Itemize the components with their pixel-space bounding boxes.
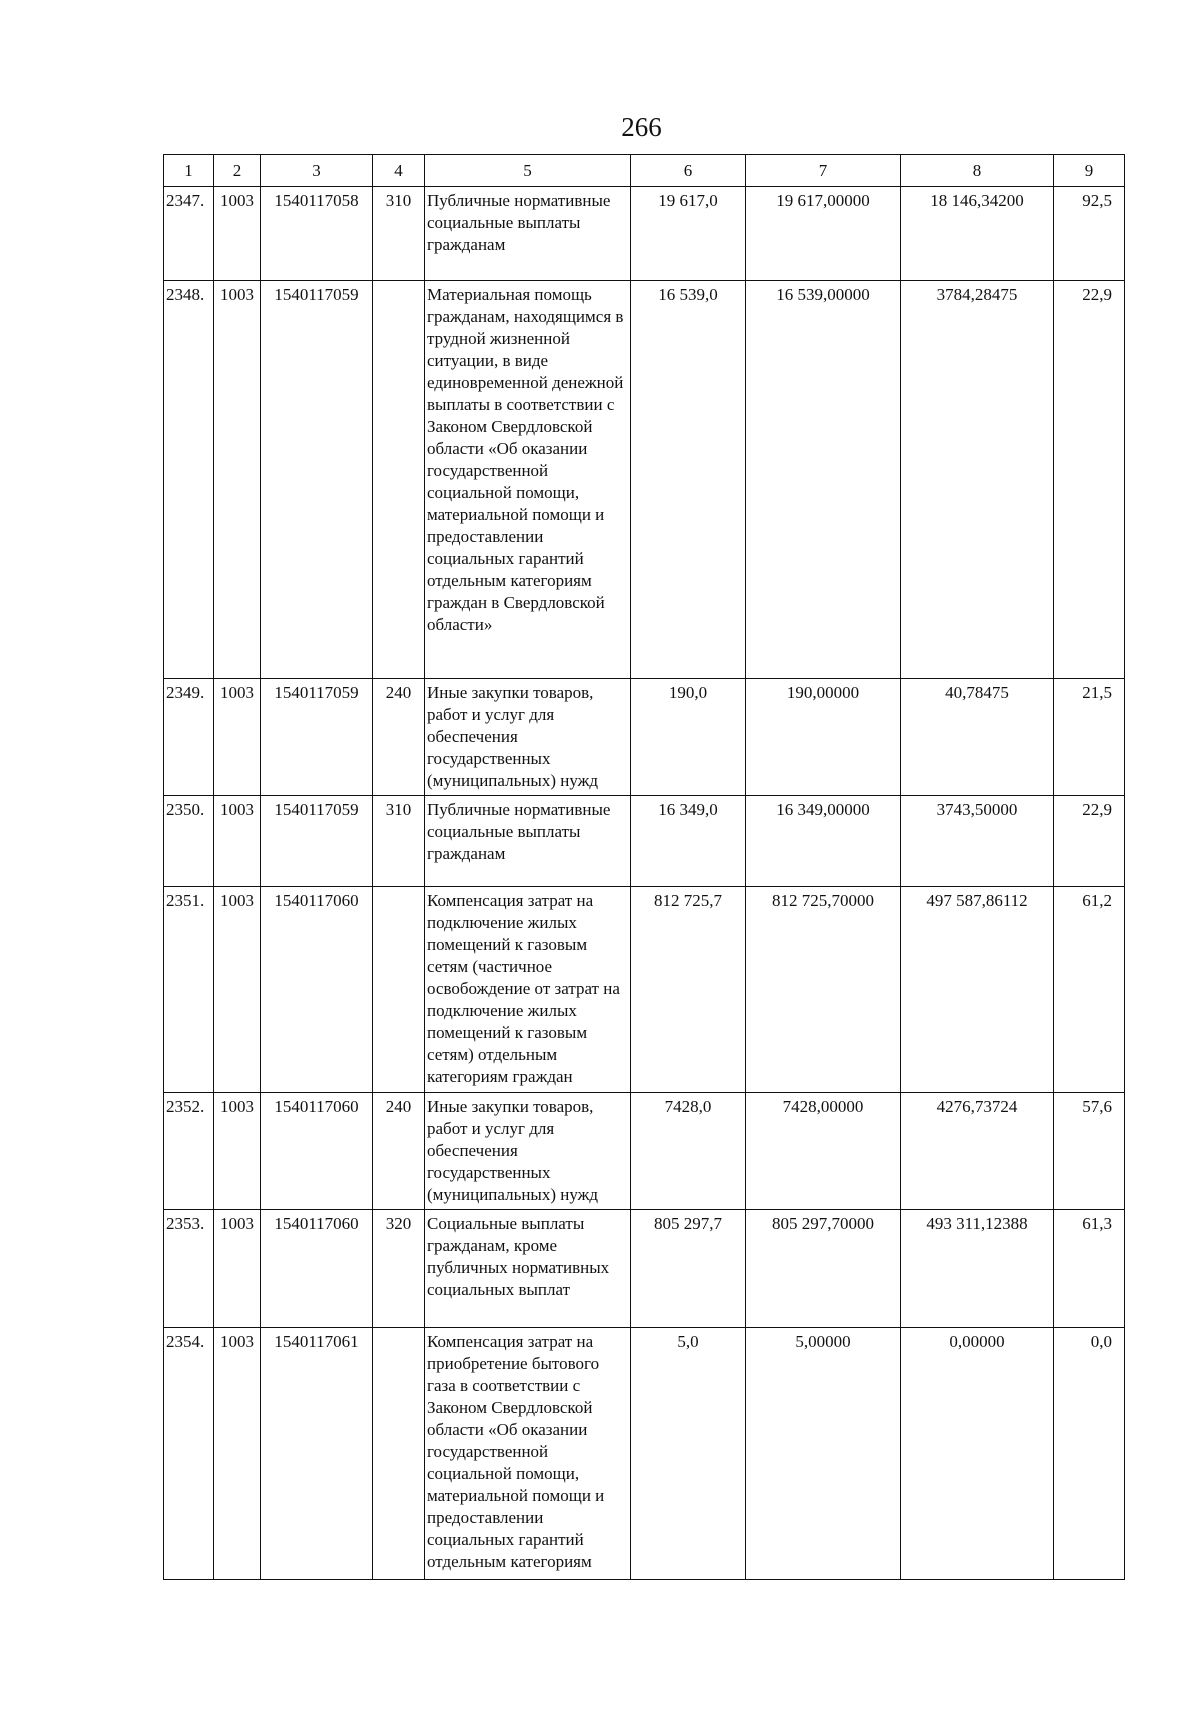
executed-amount: 0,00000 — [901, 1328, 1054, 1580]
target-code: 1540117060 — [261, 1210, 373, 1328]
execution-percent: 57,6 — [1054, 1093, 1125, 1210]
table-row — [164, 281, 1125, 679]
table-row — [164, 187, 1125, 281]
budget-table — [163, 154, 1125, 1580]
row-number: 2354. — [164, 1328, 214, 1580]
table-row — [164, 1328, 1125, 1580]
header-cell: 7 — [746, 155, 901, 187]
table-row — [164, 796, 1125, 887]
row-number: 2347. — [164, 187, 214, 281]
executed-amount: 4276,73724 — [901, 1093, 1054, 1210]
header-cell: 5 — [425, 155, 631, 187]
expense-type-code: 310 — [373, 796, 425, 887]
planned-amount: 805 297,7 — [631, 1210, 746, 1328]
planned-amount: 16 539,0 — [631, 281, 746, 679]
table-row — [164, 679, 1125, 796]
execution-percent: 61,3 — [1054, 1210, 1125, 1328]
item-name: Иные закупки товаров, работ и услуг для обеспечения государственных (муниципальных) нужд — [425, 679, 631, 796]
refined-amount: 805 297,70000 — [746, 1210, 901, 1328]
executed-amount: 493 311,12388 — [901, 1210, 1054, 1328]
row-number: 2353. — [164, 1210, 214, 1328]
row-number: 2352. — [164, 1093, 214, 1210]
expense-type-code: 320 — [373, 1210, 425, 1328]
execution-percent: 61,2 — [1054, 887, 1125, 1093]
refined-amount: 5,00000 — [746, 1328, 901, 1580]
refined-amount: 16 349,00000 — [746, 796, 901, 887]
planned-amount: 7428,0 — [631, 1093, 746, 1210]
target-code: 1540117061 — [261, 1328, 373, 1580]
item-name: Компенсация затрат на подключение жилых помещений к газовым сетям (частичное освобождение от затрат на подключение жилых помещений к газовым сетям) отдельным категориям граждан — [425, 887, 631, 1093]
row-number: 2349. — [164, 679, 214, 796]
header-cell: 9 — [1054, 155, 1125, 187]
planned-amount: 19 617,0 — [631, 187, 746, 281]
target-code: 1540117060 — [261, 887, 373, 1093]
executed-amount: 3743,50000 — [901, 796, 1054, 887]
table-row — [164, 1210, 1125, 1328]
expense-type-code — [373, 281, 425, 679]
section-code: 1003 — [214, 1093, 261, 1210]
execution-percent: 92,5 — [1054, 187, 1125, 281]
planned-amount: 5,0 — [631, 1328, 746, 1580]
execution-percent: 22,9 — [1054, 281, 1125, 679]
executed-amount: 3784,28475 — [901, 281, 1054, 679]
refined-amount: 7428,00000 — [746, 1093, 901, 1210]
expense-type-code: 240 — [373, 1093, 425, 1210]
execution-percent: 0,0 — [1054, 1328, 1125, 1580]
planned-amount: 16 349,0 — [631, 796, 746, 887]
planned-amount: 812 725,7 — [631, 887, 746, 1093]
row-number: 2348. — [164, 281, 214, 679]
header-cell: 4 — [373, 155, 425, 187]
target-code: 1540117059 — [261, 281, 373, 679]
expense-type-code: 310 — [373, 187, 425, 281]
table-row — [164, 1093, 1125, 1210]
header-cell: 6 — [631, 155, 746, 187]
target-code: 1540117058 — [261, 187, 373, 281]
section-code: 1003 — [214, 1210, 261, 1328]
section-code: 1003 — [214, 796, 261, 887]
target-code: 1540117059 — [261, 679, 373, 796]
table-row — [164, 887, 1125, 1093]
executed-amount: 40,78475 — [901, 679, 1054, 796]
refined-amount: 19 617,00000 — [746, 187, 901, 281]
item-name: Публичные нормативные социальные выплаты гражданам — [425, 187, 631, 281]
item-name: Компенсация затрат на приобретение бытового газа в соответствии с Законом Свердловской области «Об оказании государственной социальной помощи, материальной помощи и предоставлении социальных гарантий отдельным категориям — [425, 1328, 631, 1580]
execution-percent: 21,5 — [1054, 679, 1125, 796]
planned-amount: 190,0 — [631, 679, 746, 796]
refined-amount: 16 539,00000 — [746, 281, 901, 679]
execution-percent: 22,9 — [1054, 796, 1125, 887]
expense-type-code — [373, 1328, 425, 1580]
item-name: Публичные нормативные социальные выплаты гражданам — [425, 796, 631, 887]
item-name: Материальная помощь гражданам, находящимся в трудной жизненной ситуации, в виде единовременной денежной выплаты в соответствии с Законом Свердловской области «Об оказании государственной социальной помощи, материальной помощи и предоставлении социальных гарантий отдельным категориям граждан в Свердловской области» — [425, 281, 631, 679]
header-cell: 1 — [164, 155, 214, 187]
row-number: 2351. — [164, 887, 214, 1093]
target-code: 1540117060 — [261, 1093, 373, 1210]
expense-type-code — [373, 887, 425, 1093]
header-row — [164, 155, 1125, 187]
section-code: 1003 — [214, 887, 261, 1093]
section-code: 1003 — [214, 1328, 261, 1580]
header-cell: 8 — [901, 155, 1054, 187]
executed-amount: 497 587,86112 — [901, 887, 1054, 1093]
row-number: 2350. — [164, 796, 214, 887]
refined-amount: 812 725,70000 — [746, 887, 901, 1093]
item-name: Иные закупки товаров, работ и услуг для обеспечения государственных (муниципальных) нужд — [425, 1093, 631, 1210]
section-code: 1003 — [214, 281, 261, 679]
refined-amount: 190,00000 — [746, 679, 901, 796]
header-cell: 3 — [261, 155, 373, 187]
section-code: 1003 — [214, 187, 261, 281]
target-code: 1540117059 — [261, 796, 373, 887]
executed-amount: 18 146,34200 — [901, 187, 1054, 281]
item-name: Социальные выплаты гражданам, кроме публичных нормативных социальных выплат — [425, 1210, 631, 1328]
expense-type-code: 240 — [373, 679, 425, 796]
header-cell: 2 — [214, 155, 261, 187]
section-code: 1003 — [214, 679, 261, 796]
page-number: 266 — [621, 112, 662, 142]
